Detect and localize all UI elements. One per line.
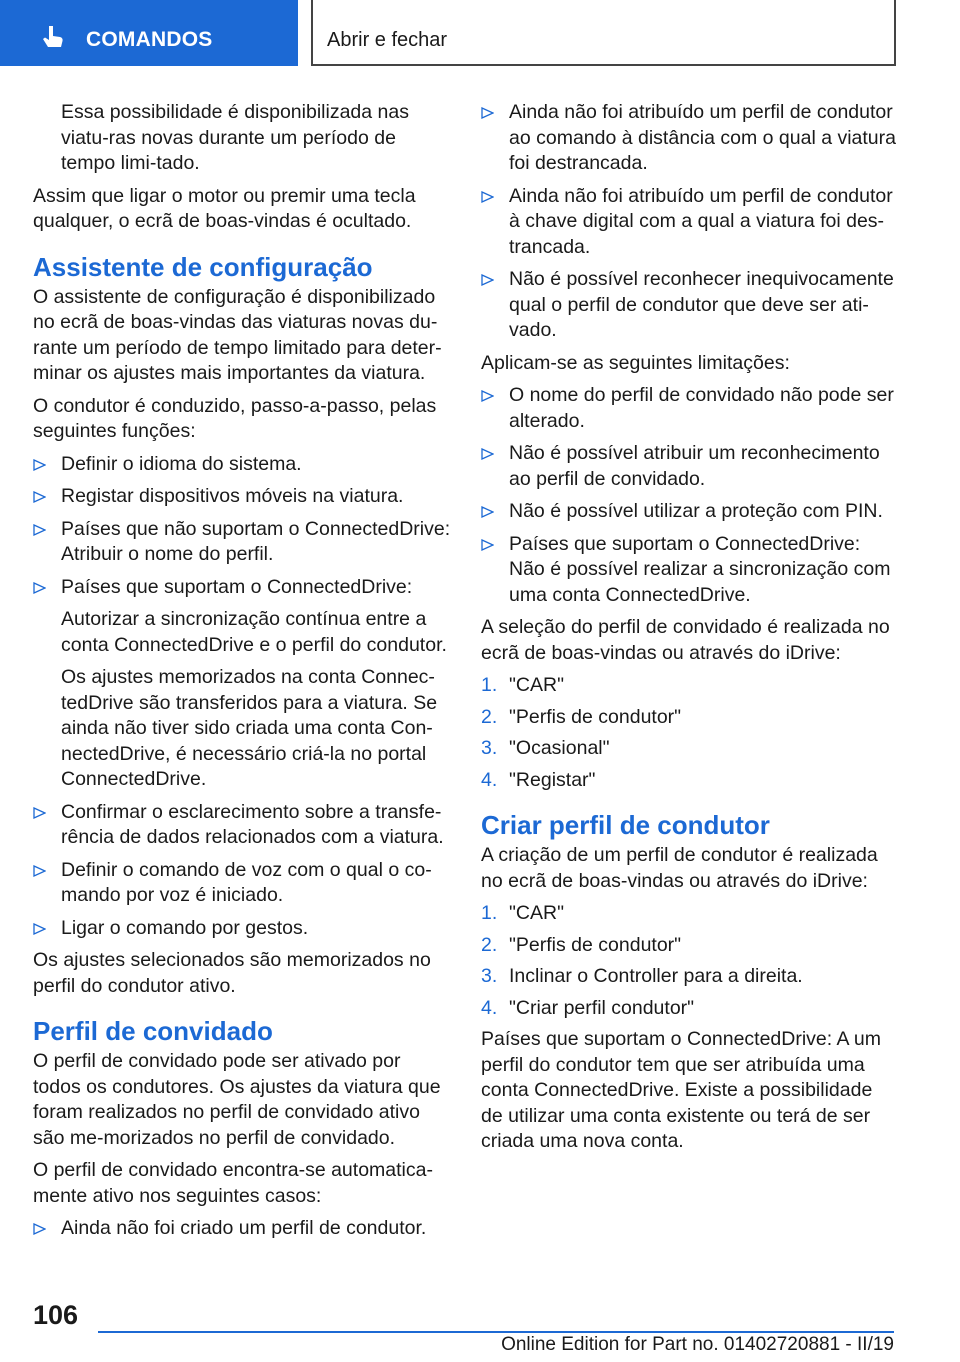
numbered-step (481, 964, 899, 990)
list-subparagraph: Os ajustes memorizados na conta Connec-tedDrive são transferidos para a viatura. Se ainda não tiver sido criada uma conta Con-nectedDrive, é necessário criá-la no portal ConnectedDrive. (61, 666, 438, 790)
numbered-step (481, 705, 899, 731)
list-item-text: Ainda não foi atribuído um perfil de condutor à chave digital com a qual a viatura foi des-trancada. (509, 184, 893, 258)
list-subparagraph: Autorizar a sincronização contínua entre a conta ConnectedDrive e o perfil do condutor. (61, 608, 447, 656)
step-number: 4. (481, 768, 498, 791)
triangle-bullet-icon (481, 539, 494, 551)
list-item-text: Países que suportam o ConnectedDrive: (61, 575, 413, 598)
footer-divider (98, 1331, 894, 1333)
list-item-text: Não é possível reconhecer inequivocamente qual o perfil de condutor que deve ser ati-vado. (509, 268, 894, 341)
assistente-paragraph-3: Os ajustes selecionados são memorizados no perfil do condutor ativo. (33, 949, 431, 997)
step-number: 1. (481, 902, 498, 924)
criar-paragraph-2: Países que suportam o ConnectedDrive: A um perfil do condutor tem que ser atribuída uma conta ConnectedDrive. Existe a possibilidade de utilizar uma conta existente ou terá de ser criada uma nova conta. (481, 1028, 881, 1152)
triangle-bullet-icon (481, 274, 494, 286)
right-column (481, 100, 899, 1162)
list-item-text: Definir o comando de voz com o qual o co-mando por voz é iniciado. (61, 858, 432, 906)
numbered-step (481, 901, 899, 927)
convidado-paragraph-1: O perfil de convidado pode ser ativado por todos os condutores. Os ajustes da viatura que foram realizados no perfil de convidado ativo são me-morizados no perfil de convidado. (33, 1050, 441, 1149)
list-item (481, 383, 899, 434)
assistente-paragraph-1: O assistente de configuração é disponibilizado no ecrã de boas-vindas das viaturas novas du-rante um período de tempo limitado para deter-minar os ajustes mais importantes da viatura. (33, 285, 442, 384)
step-text: Inclinar o Controller para a direita. (509, 965, 803, 987)
list-item (481, 441, 899, 492)
triangle-bullet-icon (33, 491, 46, 503)
step-number: 2. (481, 705, 498, 728)
numbered-step (481, 996, 899, 1022)
assistente-paragraph-2: O condutor é conduzido, passo-a-passo, pelas seguintes funções: (33, 394, 437, 442)
list-item-text: Definir o idioma do sistema. (61, 452, 302, 475)
triangle-bullet-icon (33, 865, 46, 877)
heading-assistente: Assistente de configuração (33, 251, 373, 282)
list-item-text: Confirmar o esclarecimento sobre a transfe-rência de dados relacionados com a viatura. (61, 800, 444, 848)
list-item (33, 800, 451, 851)
step-text: "Criar perfil condutor" (509, 996, 695, 1019)
triangle-bullet-icon (33, 1223, 46, 1235)
list-item (481, 267, 899, 344)
chapter-tab-label: COMANDOS (86, 28, 213, 51)
list-item (33, 916, 451, 942)
heading-convidado: Perfil de convidado (33, 1016, 273, 1046)
list-item-text: Países que não suportam o ConnectedDrive: Atribuir o nome do perfil. (61, 517, 451, 565)
page-number: 106 (33, 1300, 79, 1330)
list-item (481, 532, 899, 609)
list-item-text: Não é possível atribuir um reconhecimento ao perfil de convidado. (509, 442, 880, 490)
list-item-text: Ainda não foi atribuído um perfil de condutor ao comando à distância com o qual a viatura foi destrancada. (509, 101, 896, 174)
numbered-step (481, 768, 899, 794)
triangle-bullet-icon (481, 390, 494, 402)
heading-criar: Criar perfil de condutor (481, 810, 770, 840)
list-item (33, 484, 451, 510)
left-column (33, 100, 451, 1249)
limitations-paragraph: Aplicam-se as seguintes limitações: (481, 351, 790, 374)
list-item (481, 100, 899, 177)
step-number: 3. (481, 965, 498, 987)
step-number: 1. (481, 674, 498, 696)
triangle-bullet-icon (33, 524, 46, 536)
step-text: "Perfis de condutor" (509, 705, 682, 728)
triangle-bullet-icon (481, 107, 494, 119)
convidado-paragraph-2: O perfil de convidado encontra-se automatica-mente ativo nos seguintes casos: (33, 1159, 433, 1207)
numbered-step (481, 673, 899, 699)
selection-paragraph: A seleção do perfil de convidado é realizada no ecrã de boas-vindas ou através do iDrive: (481, 616, 890, 664)
numbered-step (481, 933, 899, 959)
step-number: 2. (481, 933, 498, 956)
list-item-text: Ainda não foi criado um perfil de condutor. (61, 1217, 427, 1239)
section-title: Abrir e fechar (327, 29, 448, 51)
triangle-bullet-icon (33, 923, 46, 935)
triangle-bullet-icon (481, 448, 494, 460)
list-item-text: Países que suportam o ConnectedDrive: Não é possível realizar a sincronização com uma conta ConnectedDrive. (509, 532, 891, 606)
list-item-text: Registar dispositivos móveis na viatura. (61, 485, 404, 507)
list-item-text: Ligar o comando por gestos. (61, 916, 309, 939)
list-item-text: O nome do perfil de convidado não pode ser alterado. (509, 384, 894, 432)
edition-footer: Online Edition for Part no. 01402720881 - II/19 (501, 1334, 894, 1355)
chapter-tab[interactable] (0, 0, 298, 66)
numbered-step (481, 736, 899, 762)
step-text: "Ocasional" (509, 737, 610, 759)
list-item (33, 517, 451, 568)
triangle-bullet-icon (33, 459, 46, 471)
section-title-box (311, 0, 896, 66)
criar-paragraph-1: A criação de um perfil de condutor é realizada no ecrã de boas-vindas ou através do iDrive: (481, 844, 878, 892)
list-item (481, 184, 899, 261)
list-item-text: Não é possível utilizar a proteção com PIN. (509, 500, 883, 522)
step-number: 4. (481, 996, 498, 1019)
hand-pointer-icon (40, 24, 66, 50)
list-item (33, 1216, 451, 1242)
list-item (33, 575, 451, 601)
step-number: 3. (481, 737, 498, 759)
triangle-bullet-icon (481, 506, 494, 518)
step-text: "CAR" (509, 902, 565, 924)
triangle-bullet-icon (481, 191, 494, 203)
triangle-bullet-icon (33, 807, 46, 819)
intro-paragraph: Assim que ligar o motor ou premir uma tecla qualquer, o ecrã de boas-vindas é ocultado. (33, 184, 416, 232)
step-text: "Perfis de condutor" (509, 933, 682, 956)
list-item (33, 452, 451, 478)
intro-indented-text: Essa possibilidade é disponibilizada nas viatu-ras novas durante um período de tempo limi-tado. (61, 101, 409, 174)
list-item (481, 499, 899, 525)
list-item (33, 858, 451, 909)
step-text: "CAR" (509, 674, 565, 696)
triangle-bullet-icon (33, 582, 46, 594)
step-text: "Registar" (509, 768, 596, 791)
